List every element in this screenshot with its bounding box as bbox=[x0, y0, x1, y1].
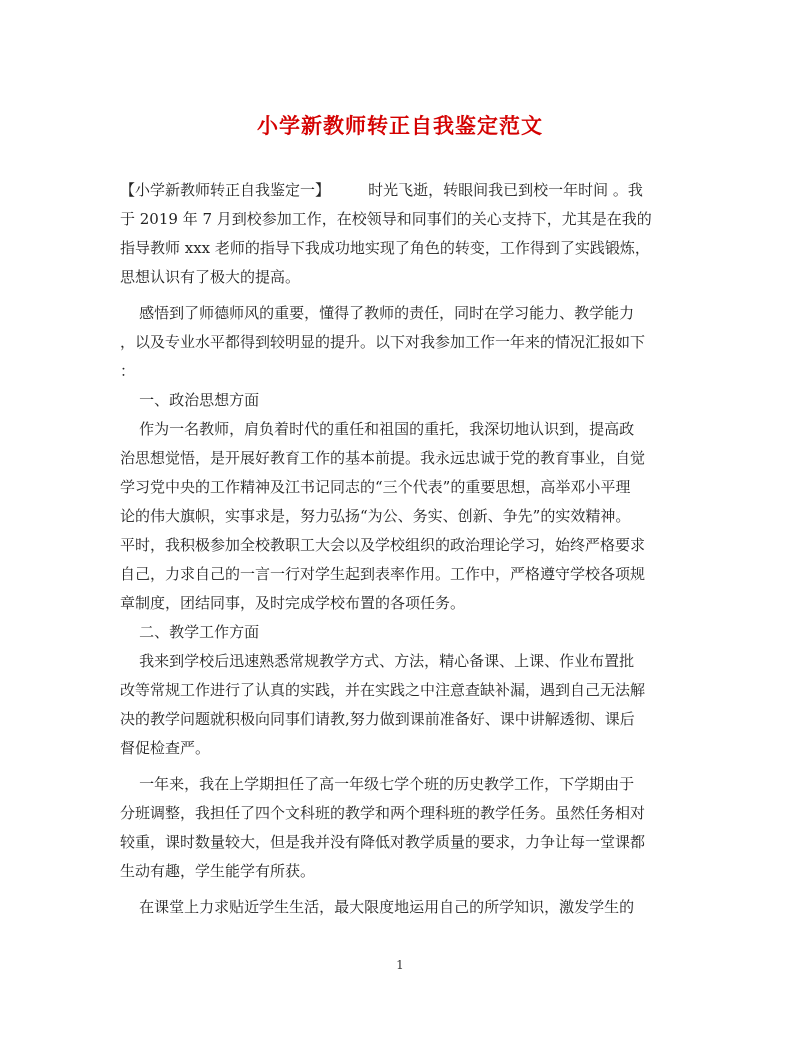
body-line: 我来到学校后迅速熟悉常规教学方式、方法，精心备课、上课、作业布置批 bbox=[120, 652, 635, 670]
body-line: 较重，课时数量较大，但是我并没有降低对教学质量的要求，力争让每一堂课都 bbox=[120, 833, 646, 851]
body-line: 在课堂上力求贴近学生生活，最大限度地运用自己的所学知识，激发学生的 bbox=[120, 898, 635, 916]
body-line: 自己，力求自己的一言一行对学生起到表率作用。工作中，严格遵守学校各项规 bbox=[120, 565, 646, 583]
body-line: 分班调整，我担任了四个文科班的教学和两个理科班的教学任务。虽然任务相对 bbox=[120, 804, 646, 822]
body-line: 感悟到了师德师风的重要，懂得了教师的责任，同时在学习能力、教学能力 bbox=[120, 304, 635, 322]
body-line: 【小学新教师转正自我鉴定一】 时光飞逝，转眼间我已到校一年时间 。我 bbox=[120, 181, 643, 199]
body-line: 一年来，我在上学期担任了高一年级七学个班的历史教学工作，下学期由于 bbox=[120, 775, 635, 793]
body-line: 章制度，团结同事，及时完成学校布置的各项任务。 bbox=[120, 594, 466, 612]
document-title: 小学新教师转正自我鉴定范文 bbox=[257, 113, 543, 138]
body-line: 改等常规工作进行了认真的实践，并在实践之中注意查缺补漏，遇到自己无法解 bbox=[120, 681, 646, 699]
body-line: 督促检查严。 bbox=[120, 739, 211, 757]
body-line: 治思想觉悟，是开展好教育工作的基本前提。我永远忠诚于党的教育事业，自觉 bbox=[120, 449, 646, 467]
section-heading: 一、政治思想方面 bbox=[120, 391, 260, 409]
body-line: 于 2019 年 7 月到校参加工作，在校领导和同事们的关心支持下，尤其是在我的 bbox=[120, 210, 652, 228]
page-number: 1 bbox=[396, 958, 404, 972]
body-line: 学习党中央的工作精神及江书记同志的“三个代表”的重要思想，高举邓小平理 bbox=[120, 478, 631, 496]
body-line: 决的教学问题就积极向同事们请教,努力做到课前准备好、课中讲解透彻、课后 bbox=[120, 710, 635, 728]
body-line: 作为一名教师，肩负着时代的重任和祖国的重托，我深切地认识到，提高政 bbox=[120, 420, 635, 438]
body-line: 论的伟大旗帜，实事求是，努力弘扬“为公、务实、创新、争先”的实效精神。 bbox=[120, 507, 631, 525]
body-line: 生动有趣，学生能学有所获。 bbox=[120, 862, 316, 880]
document-body bbox=[120, 176, 682, 922]
section-heading: 二、教学工作方面 bbox=[120, 623, 260, 641]
body-line: 指导教师 xxx 老师的指导下我成功地实现了角色的转变，工作得到了实践锻炼， bbox=[120, 239, 650, 257]
body-line: ，以及专业水平都得到较明显的提升。以下对我参加工作一年来的情况汇报如下 bbox=[120, 333, 646, 351]
body-line: 思想认识有了极大的提高。 bbox=[120, 268, 301, 286]
body-line: 平时，我积极参加全校教职工大会以及学校组织的政治理论学习，始终严格要求 bbox=[120, 536, 646, 554]
body-line: ： bbox=[120, 362, 136, 380]
